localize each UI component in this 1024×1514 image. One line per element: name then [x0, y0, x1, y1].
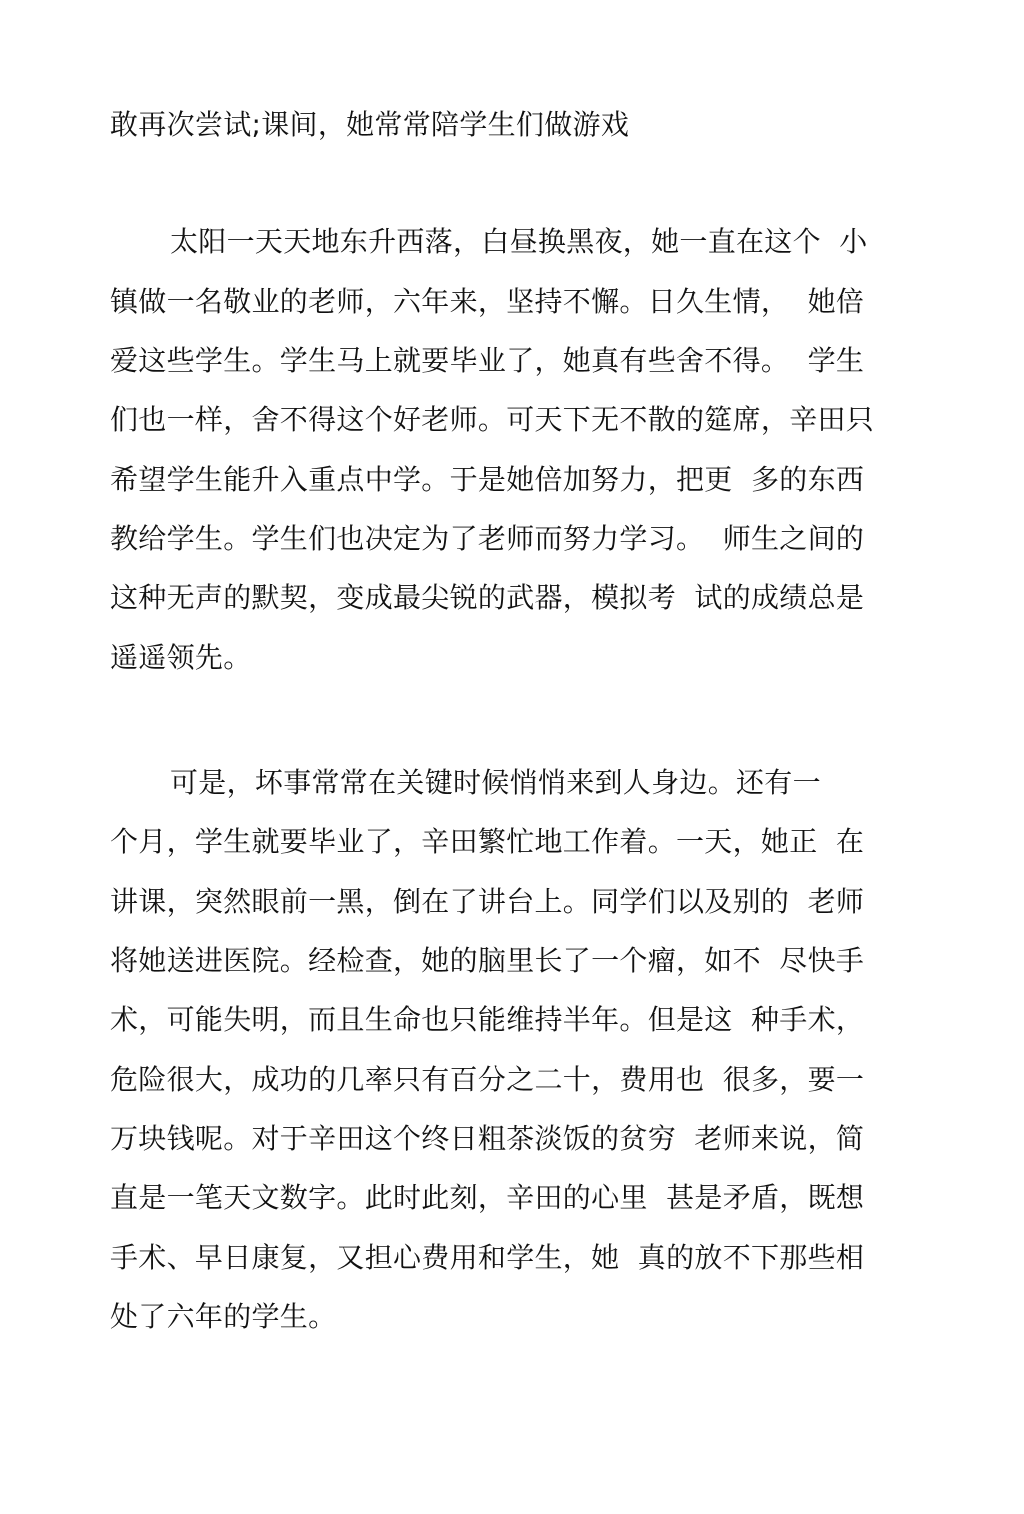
text-line: 万块钱呢。对于辛田这个终日粗茶淡饭的贫穷 老师来说，简: [110, 1122, 865, 1155]
text-line: 讲课，突然眼前一黑，倒在了讲台上。同学们以及别的 老师: [110, 885, 865, 918]
paragraph-2-line: 可是，坏事常常在关键时候悄悄来到人身边。还有一: [170, 766, 821, 799]
text-line: 术，可能失明，而且生命也只能维持半年。但是这 种手术，: [110, 1003, 865, 1036]
text-line: 这种无声的默契，变成最尖锐的武器，模拟考 试的成绩总是: [110, 581, 865, 614]
paragraph-1-line: 太阳一天天地东升西落，白昼换黑夜，她一直在这个 小: [170, 225, 868, 258]
text-line: 敢再次尝试;课间，她常常陪学生们做游戏: [110, 108, 630, 141]
text-line: 们也一样，舍不得这个好老师。可天下无不散的筵席，辛田只: [110, 403, 875, 436]
text-line: 遥遥领先。: [110, 641, 252, 674]
text-line: 教给学生。学生们也决定为了老师而努力学习。 师生之间的: [110, 522, 865, 555]
text-line: 直是一笔天文数字。此时此刻，辛田的心里 甚是矛盾，既想: [110, 1181, 865, 1214]
text-line: 手术、早日康复，又担心费用和学生，她 真的放不下那些相: [110, 1241, 865, 1274]
text-line: 将她送进医院。经检查，她的脑里长了一个瘤，如不 尽快手: [110, 944, 865, 977]
text-line: 处了六年的学生。: [110, 1300, 337, 1333]
text-line: 镇做一名敬业的老师，六年来，坚持不懈。日久生情， 她倍: [110, 285, 865, 318]
text-line: 个月，学生就要毕业了，辛田繁忙地工作着。一天，她正 在: [110, 825, 865, 858]
text-line: 爱这些学生。学生马上就要毕业了，她真有些舍不得。 学生: [110, 344, 865, 377]
text-line: 希望学生能升入重点中学。于是她倍加努力，把更 多的东西: [110, 463, 865, 496]
text-line: 危险很大，成功的几率只有百分之二十，费用也 很多，要一: [110, 1063, 865, 1096]
